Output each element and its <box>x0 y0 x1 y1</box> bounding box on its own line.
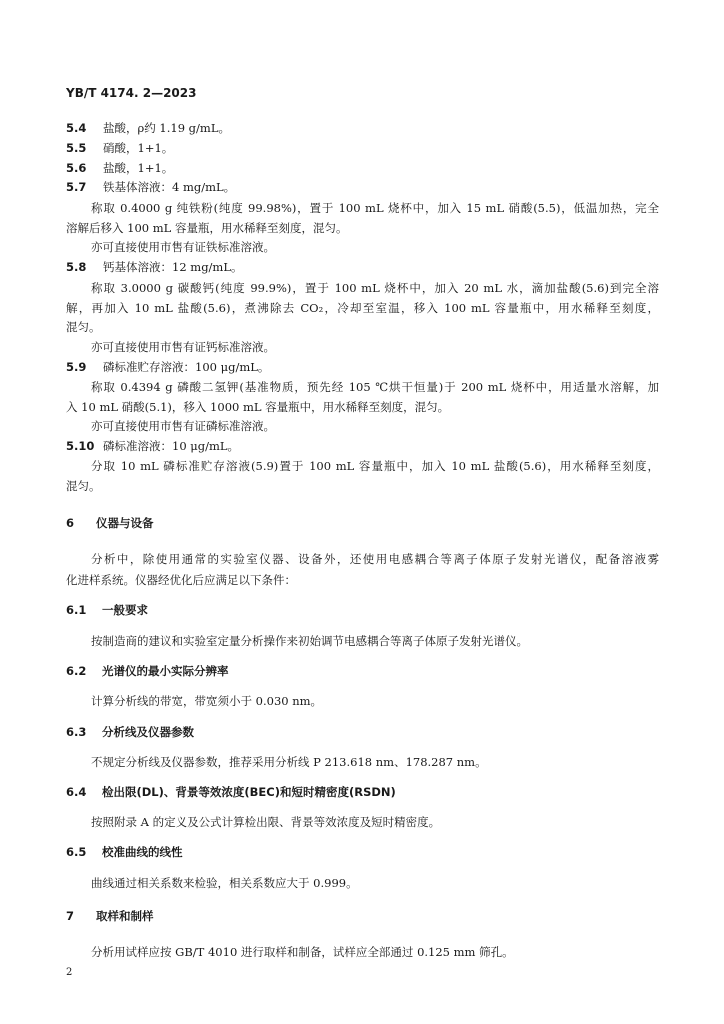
section-number: 7 <box>66 909 75 923</box>
section-title: 分析线及仪器参数 <box>102 725 194 739</box>
paragraph-line: 解，再加入 10 mL 盐酸(5.6)，煮沸除去 CO₂，冷却至室温，移入 100 mL 容量瓶中，用水稀释至刻度， <box>66 301 659 315</box>
paragraph-line: 溶解后移入 100 mL 容量瓶，用水稀释至刻度，混匀。 <box>66 221 348 235</box>
paragraph-line: 分取 10 mL 磷标准贮存溶液(5.9)置于 100 mL 容量瓶中，加入 10 mL 盐酸(5.6)，用水稀释至刻度， <box>91 459 659 473</box>
paragraph-line: 亦可直接使用市售有证磷标准溶液。 <box>91 419 275 433</box>
item-text: 钙基体溶液：12 mg/mL。 <box>103 260 243 274</box>
section-6-title <box>66 516 154 530</box>
paragraph-line: 亦可直接使用市售有证铁标准溶液。 <box>91 240 275 254</box>
item-number: 5.10 <box>66 439 95 453</box>
item-text: 硝酸，1+1。 <box>103 141 174 155</box>
item-number: 5.4 <box>66 121 87 135</box>
item-5-9 <box>66 360 269 374</box>
paragraph-line: 分析用试样应按 GB/T 4010 进行取样和制备，试样应全部通过 0.125 mm 筛孔。 <box>91 945 514 959</box>
paragraph-line: 称取 3.0000 g 碳酸钙(纯度 99.9%)，置于 100 mL 烧杯中，加入 20 mL 水，滴加盐酸(5.6)到完全溶 <box>91 281 659 295</box>
section-number: 6.3 <box>66 725 87 739</box>
section-7-title <box>66 909 154 923</box>
page-number: 2 <box>66 967 73 978</box>
paragraph-line: 亦可直接使用市售有证钙标准溶液。 <box>91 340 275 354</box>
item-number: 5.5 <box>66 141 87 155</box>
paragraph-line: 按制造商的建议和实验室定量分析操作来初始调节电感耦合等离子体原子发射光谱仪。 <box>91 634 528 648</box>
paragraph-line: 不规定分析线及仪器参数，推荐采用分析线 P 213.618 nm、178.287 nm。 <box>91 755 487 769</box>
item-5-8 <box>66 260 242 274</box>
item-text: 磷标准溶液：10 μg/mL。 <box>103 439 240 453</box>
item-5-6 <box>66 161 173 175</box>
section-number: 6.5 <box>66 845 87 859</box>
item-number: 5.9 <box>66 360 87 374</box>
paragraph-line: 入 10 mL 硝酸(5.1)，移入 1000 mL 容量瓶中，用水稀释至刻度，混匀。 <box>66 400 450 414</box>
item-text: 盐酸，ρ约 1.19 g/mL。 <box>103 121 230 135</box>
item-text: 盐酸，1+1。 <box>103 161 174 175</box>
paragraph-line: 曲线通过相关系数来检验，相关系数应大于 0.999。 <box>91 876 358 890</box>
item-text: 铁基体溶液：4 mg/mL。 <box>103 180 236 194</box>
item-number: 5.8 <box>66 260 87 274</box>
paragraph-line: 按照附录 A 的定义及公式计算检出限、背景等效浓度及短时精密度。 <box>91 815 441 829</box>
item-5-5 <box>66 141 173 155</box>
item-number: 5.6 <box>66 161 87 175</box>
section-title: 仪器与设备 <box>96 516 154 530</box>
section-number: 6 <box>66 516 75 530</box>
paragraph-line: 计算分析线的带宽，带宽须小于 0.030 nm。 <box>91 694 323 708</box>
header-doc-id: YB/T 4174. 2—2023 <box>66 86 197 100</box>
paragraph-line: 化进样系统。仪器经优化后应满足以下条件： <box>66 573 296 587</box>
item-text: 磷标准贮存溶液：100 μg/mL。 <box>103 360 270 374</box>
item-number: 5.7 <box>66 180 87 194</box>
subsection-6-1-title <box>66 603 148 617</box>
paragraph-line: 称取 0.4000 g 纯铁粉(纯度 99.98%)，置于 100 mL 烧杯中，加入 15 mL 硝酸(5.5)，低温加热，完全 <box>91 201 659 215</box>
subsection-6-4-title <box>66 785 396 799</box>
paragraph-line: 混匀。 <box>66 320 101 334</box>
paragraph-line: 分析中，除使用通常的实验室仪器、设备外，还使用电感耦合等离子体原子发射光谱仪，配备溶液雾 <box>91 552 659 566</box>
paragraph-line: 称取 0.4394 g 磷酸二氢钾(基准物质，预先经 105 ℃烘干恒量)于 200 mL 烧杯中，用适量水溶解，加 <box>91 380 659 394</box>
section-number: 6.1 <box>66 603 87 617</box>
section-number: 6.2 <box>66 664 87 678</box>
subsection-6-2-title <box>66 664 229 678</box>
subsection-6-3-title <box>66 725 194 739</box>
section-title: 一般要求 <box>102 603 148 617</box>
section-number: 6.4 <box>66 785 87 799</box>
section-title: 检出限(DL)、背景等效浓度(BEC)和短时精密度(RSDN) <box>102 785 396 799</box>
paragraph-line: 混匀。 <box>66 479 101 493</box>
section-title: 校准曲线的线性 <box>102 845 183 859</box>
section-title: 取样和制样 <box>96 909 154 923</box>
item-5-7 <box>66 180 235 194</box>
section-title: 光谱仪的最小实际分辨率 <box>102 664 229 678</box>
subsection-6-5-title <box>66 845 183 859</box>
item-5-10 <box>66 439 239 453</box>
item-5-4 <box>66 121 230 135</box>
